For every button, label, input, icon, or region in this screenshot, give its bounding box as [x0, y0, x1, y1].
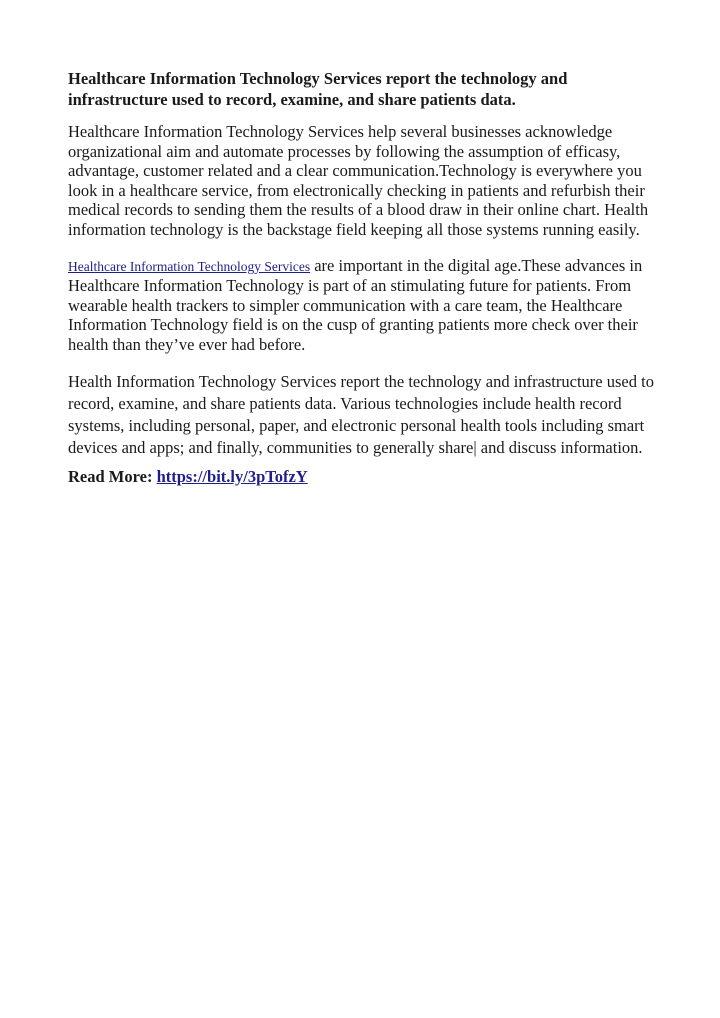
heading-rest: report the technology and infrastructure used to record, examine, and share patients data.: [68, 69, 568, 109]
paragraph-digital-age: [68, 256, 658, 355]
services-link[interactable]: Healthcare Information Technology Services: [68, 258, 311, 274]
read-more: [68, 466, 658, 488]
document-heading: [68, 68, 658, 110]
heading-strong: Healthcare Information Technology Services: [68, 69, 382, 88]
read-more-label: Read More:: [68, 466, 157, 486]
paragraph-digital-age-text: are important in the digital age.These advances in Healthcare Information Technology is part of an stimulating future for patients. From wearable health trackers to simpler communication with a care team, the Healthcare Information Technology field is on the cusp of granting patients more check over their health than they’ve ever had before.: [68, 255, 643, 354]
paragraph-technologies: Health Information Technology Services report the technology and infrastructure used to record, examine, and share patients data. Various technologies include health record systems, including personal, paper, and electronic personal health tools including smart devices and apps; and finally, communities to generally share| and discuss information.: [68, 371, 654, 458]
document-page: [68, 68, 658, 488]
paragraph-intro: Healthcare Information Technology Services help several businesses acknowledge organizational aim and automate processes by following the assumption of efficasy, advantage, customer related and a clear communication.Technology is everywhere you look in a healthcare service, from electronically checking in patients and refurbish their medical records to sending them the results of a blood draw in their online chart. Health information technology is the backstage field keeping all those systems running easily.: [68, 122, 649, 239]
read-more-link[interactable]: https://bit.ly/3pTofzY: [156, 466, 308, 486]
